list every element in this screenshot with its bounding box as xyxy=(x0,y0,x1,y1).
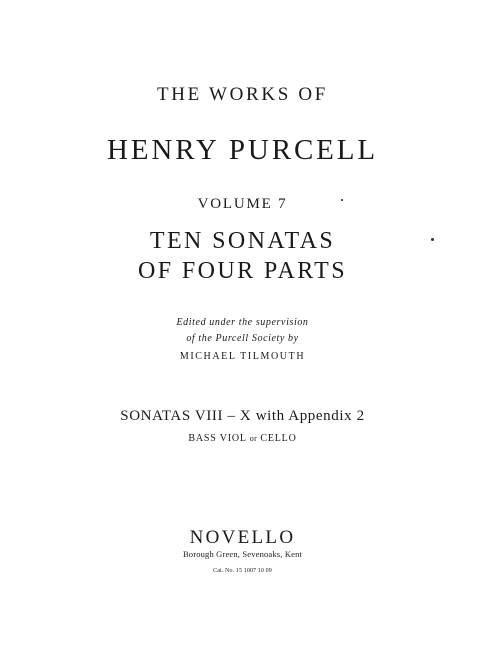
series-heading: THE WORKS OF xyxy=(157,84,328,105)
contents-line: SONATAS VIII – X with Appendix 2 xyxy=(120,408,365,424)
work-title-line-1: TEN SONATAS xyxy=(149,228,336,254)
instrument-part xyxy=(0,433,485,444)
editorial-note-line-2: of the Purcell Society by xyxy=(186,333,299,344)
print-speck xyxy=(431,238,434,241)
instrument-a: BASS VIOL xyxy=(188,433,247,444)
editorial-note-line-1: Edited under the supervision xyxy=(176,317,309,328)
work-title-line-2: OF FOUR PARTS xyxy=(138,258,347,284)
instrument-b: CELLO xyxy=(260,433,297,444)
instrument-or: or xyxy=(249,434,258,443)
catalogue-number: Cat. No. 15 1007 10 09 xyxy=(213,568,272,574)
volume-number: VOLUME 7 xyxy=(197,196,288,212)
publisher-address: Borough Green, Sevenoaks, Kent xyxy=(182,549,303,559)
composer-name: HENRY PURCELL xyxy=(106,134,379,166)
publisher-name: NOVELLO xyxy=(189,527,296,548)
print-speck xyxy=(341,199,343,201)
editor-name: MICHAEL TILMOUTH xyxy=(179,351,306,362)
